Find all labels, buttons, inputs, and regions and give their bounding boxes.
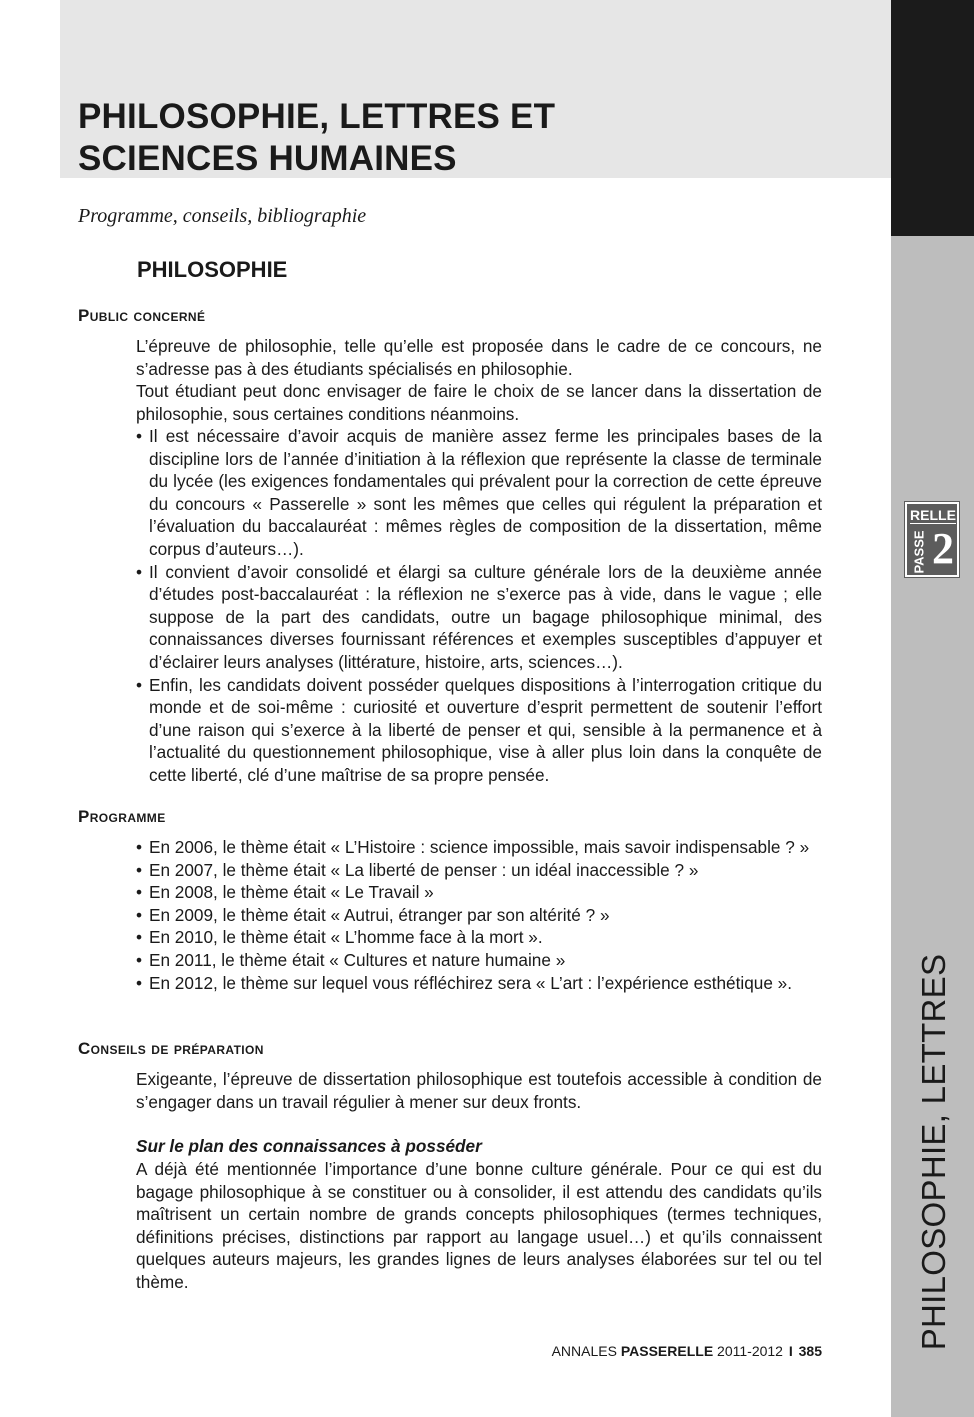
page-footer — [500, 1343, 822, 1359]
list-item: • Enfin, les candidats doivent posséder quelques dispositions à l’interrogation critique du monde et de soi-même : curiosité et ouverture d’esprit permettent de soutenir l’effort d’une raison qui s’exerce à la liberté de penser et qui, sensible à la permanence et à l’actualité du questionnement philosophique, vise à aller plus loin dans la conquête de cette liberté, clé d’une maîtrise de sa propre pensée. — [136, 674, 822, 787]
footer-prefix: ANNALES — [551, 1343, 617, 1359]
footer-brand: PASSERELLE — [620, 1343, 714, 1359]
list-item: • En 2008, le thème était « Le Travail » — [136, 881, 822, 904]
footer-separator: I — [788, 1343, 793, 1359]
page-title-line1: PHILOSOPHIE, LETTRES ET — [78, 97, 556, 136]
logo-relle: RELLE — [910, 507, 956, 523]
heading-programme: Programme — [78, 807, 166, 826]
list-item: • Il est nécessaire d’avoir acquis de manière assez ferme les principales bases de la discipline lors de l’année d’initiation à la réflexion que représente la classe de terminale du lycée (les exigences fondamentales qui prévalent pour la correction de cette épreuve du concours « Passerelle » sont les mêmes que celles qui régulent la préparation et l’évaluation du baccalauréat : mêmes règles de composition de la dissertation, même corpus d’auteurs…). — [136, 425, 822, 561]
page-subtitle: Programme, conseils, bibliographie — [78, 205, 367, 227]
passerelle-logo — [905, 502, 959, 577]
list-item: • En 2006, le thème était « L’Histoire : science impossible, mais savoir indispensable ? » — [136, 836, 822, 859]
connaissances-paragraph: A déjà été mentionnée l’importance d’une bonne culture générale. Pour ce qui est du bagage philosophique à se constituer ou à consolider, il est attendu des candidats qu’ils maîtrisent un certain nombre de grands concepts philosophiques (termes techniques, définitions précises, distinctions par rapport au langage usuel…) et qu’ils connaissent quelques auteurs majeurs, les grandes lignes de leurs analyses élaborées sur tel ou tel thème. — [136, 1159, 822, 1292]
logo-number: 2 — [932, 524, 954, 573]
logo-passe: PASSE — [911, 530, 927, 574]
page-number: 385 — [798, 1343, 822, 1359]
rail-vertical-title: PHILOSOPHIE, LETTRES — [915, 953, 952, 1351]
footer-years: 2011-2012 — [717, 1343, 783, 1359]
rail-sujet-label: Sujet — [24, 79, 57, 157]
list-item: • En 2009, le thème était « Autrui, étranger par son altérité ? » — [136, 904, 822, 927]
public-bullet-list — [136, 425, 822, 787]
public-intro-1: L’épreuve de philosophie, telle qu’elle est proposée dans le cadre de ce concours, ne s’adresse pas à des étudiants spécialisés en philosophie. — [136, 336, 822, 379]
heading-public: Public concerné — [78, 306, 206, 325]
list-item: • En 2007, le thème était « La liberté de penser : un idéal inaccessible ? » — [136, 859, 822, 882]
section-title: PHILOSOPHIE — [137, 257, 288, 282]
programme-list — [136, 836, 822, 994]
page-title — [78, 96, 778, 180]
rail-dark-block — [891, 0, 974, 236]
list-item: • En 2012, le thème sur lequel vous réfléchirez sera « L’art : l’expérience esthétique ». — [136, 972, 822, 995]
page-title-line2: SCIENCES HUMAINES — [78, 139, 457, 178]
public-intro-2: Tout étudiant peut donc envisager de faire le choix de se lancer dans la dissertation de philosophie, sous certaines conditions néanmoins. — [136, 381, 822, 424]
list-item: • En 2011, le thème était « Cultures et nature humaine » — [136, 949, 822, 972]
subheading-connaissances: Sur le plan des connaissances à posséder — [136, 1136, 482, 1156]
heading-conseils: Conseils de préparation — [78, 1039, 264, 1058]
conseils-intro: Exigeante, l’épreuve de dissertation philosophique est toutefois accessible à condition de s’engager dans un travail régulier à mener sur deux fronts. — [136, 1069, 822, 1112]
list-item: • Il convient d’avoir consolidé et élargi sa culture générale lors de la deuxième année d’études post-baccalauréat : la réflexion ne s’exerce pas à vide, dans le vague ; elle suppose de la part des candidats, outre un bagage philosophique minimal, des connaissances diverses fournissant références et exemples susceptibles d’appuyer et d’éclairer leurs analyses (littérature, histoire, arts, sciences…). — [136, 561, 822, 674]
list-item: • En 2010, le thème était « L’homme face à la mort ». — [136, 926, 822, 949]
